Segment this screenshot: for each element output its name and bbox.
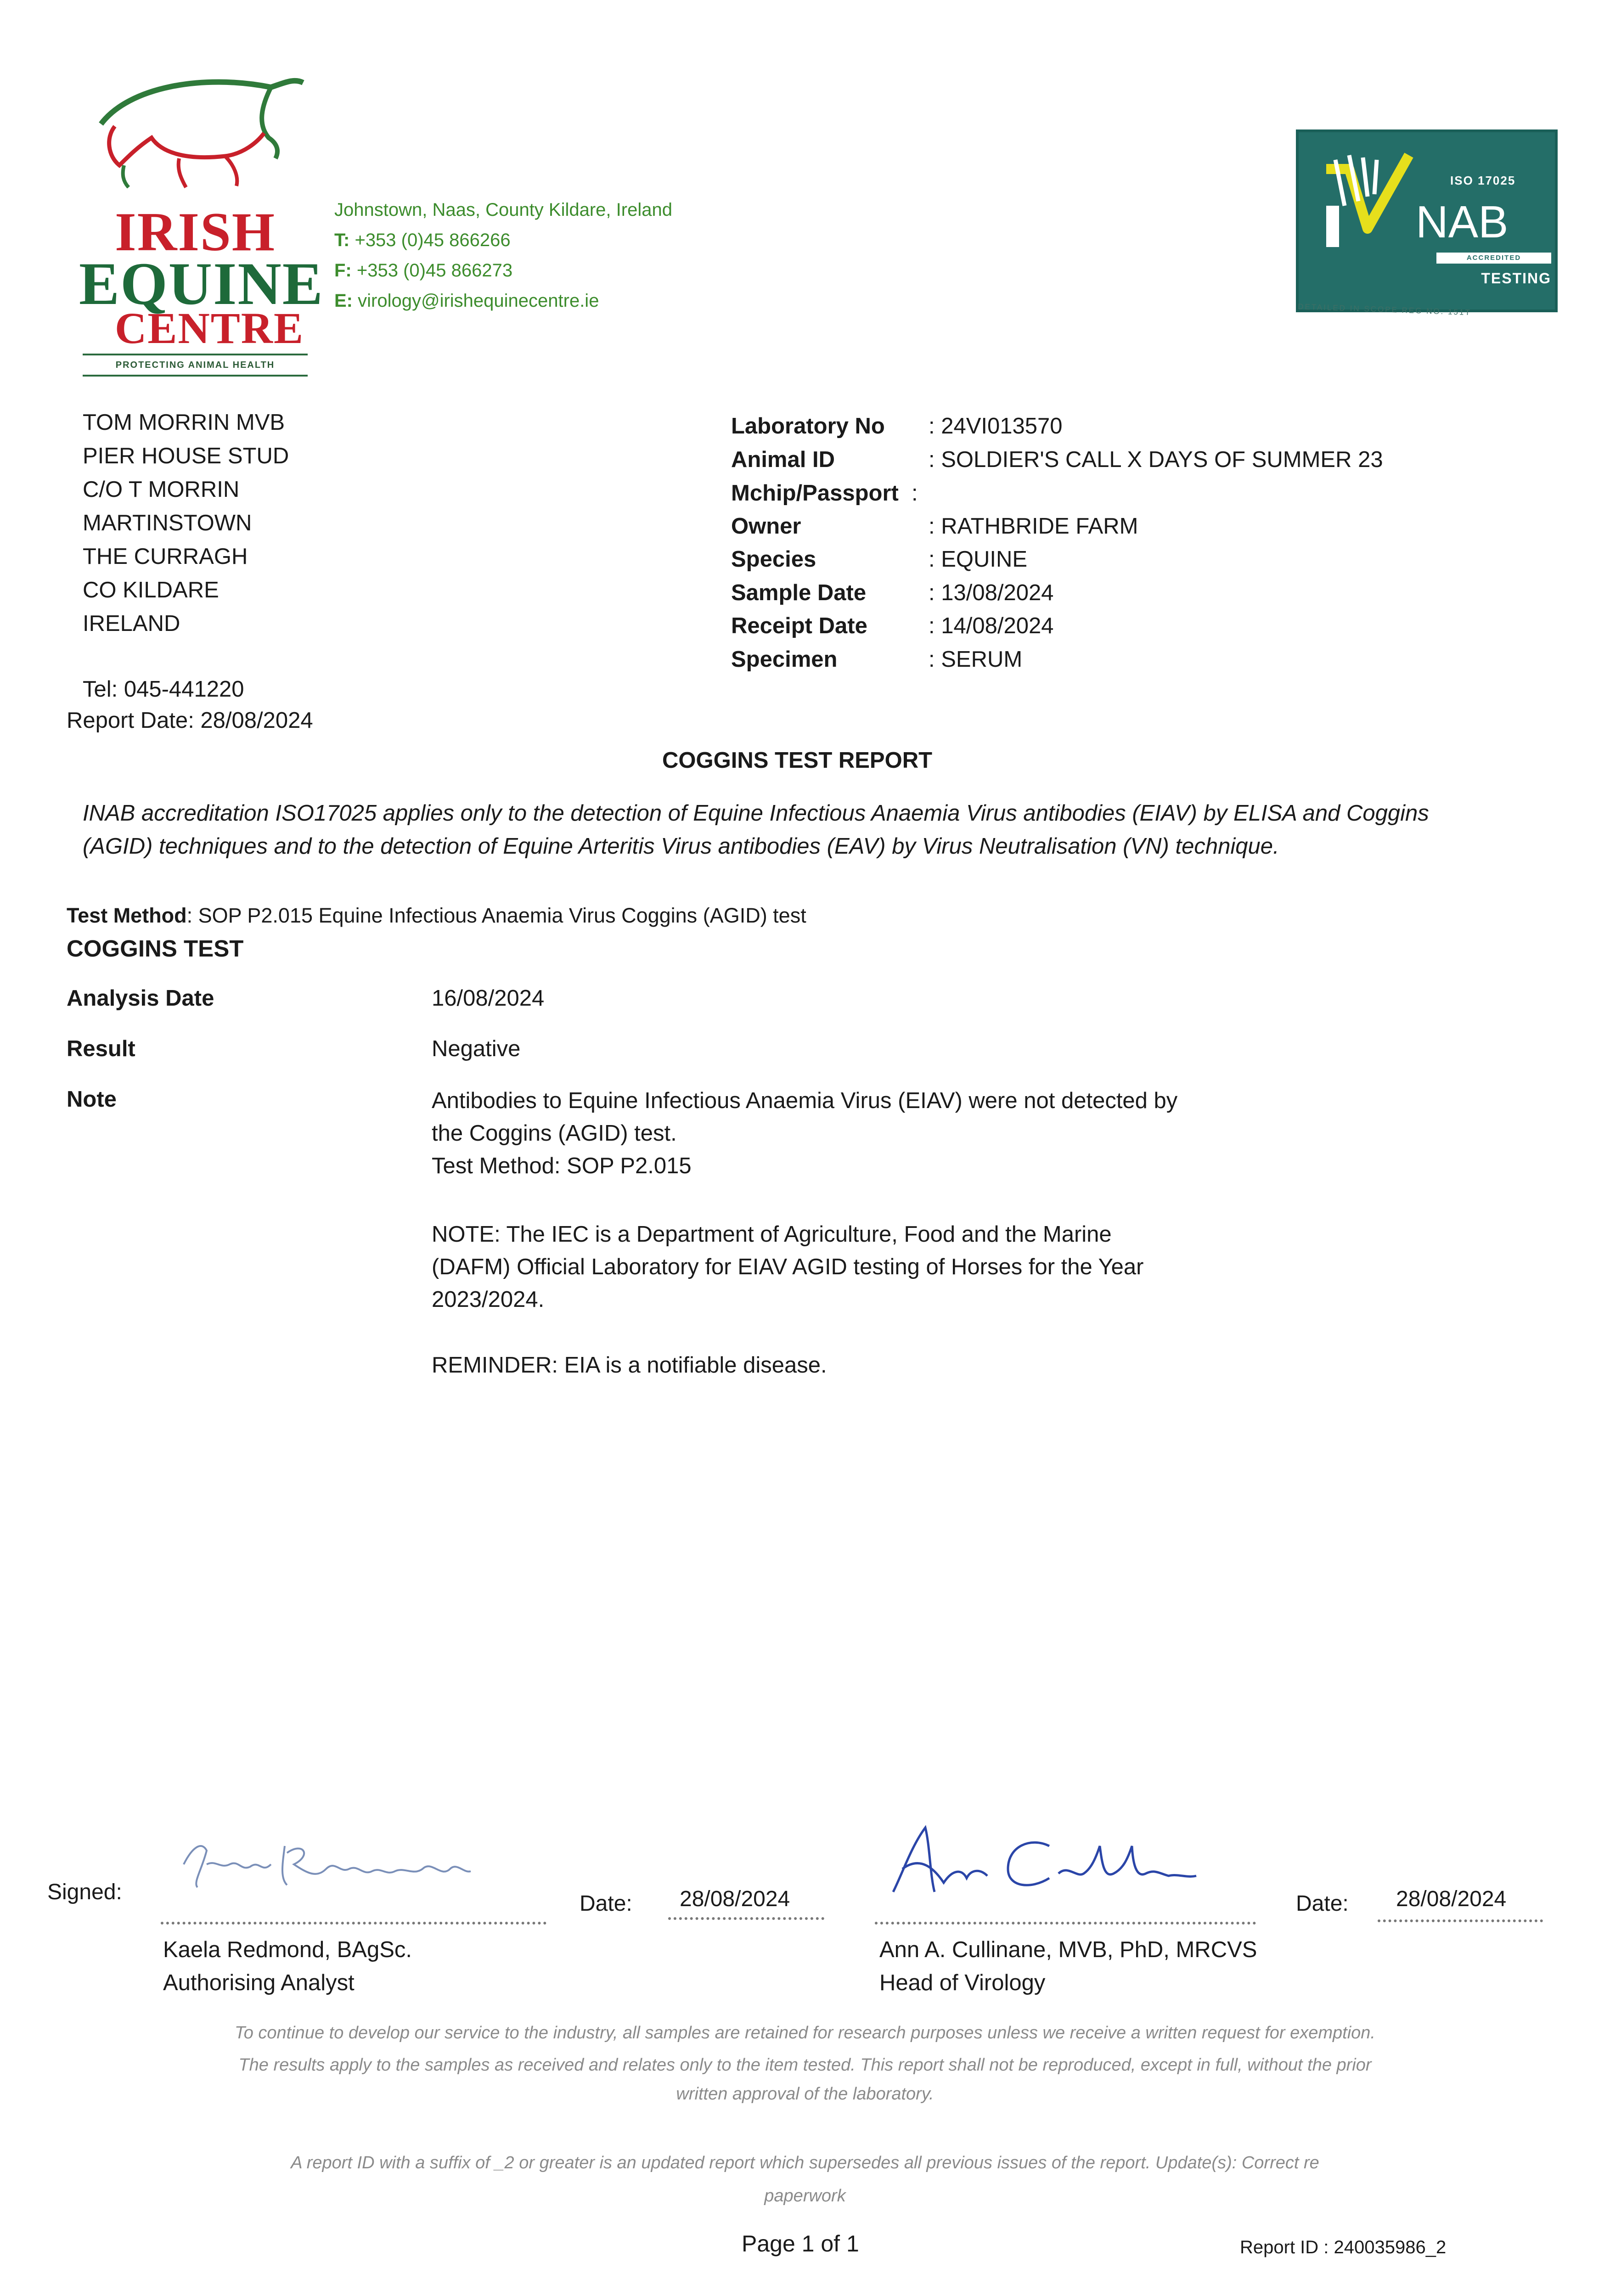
accreditation-statement: INAB accreditation ISO17025 applies only to the detection of Equine Infectious Anaemia Virus antibodies (EIAV) by ELISA and Coggins (AGID) techniques and to the detection of Equine Arteritis Virus antibodies (EAV) by Virus Neutralisation (VN) technique.: [83, 801, 1429, 859]
date-value-right: 28/08/2024: [1396, 1887, 1507, 1911]
footer-results-note: The results apply to the samples as received and relates only to the item tested. This report shall not be reproduced, except in full, without the prior: [238, 2055, 1372, 2075]
inab-testing: TESTING: [1481, 270, 1551, 287]
lab-info-value: : 13/08/2024: [929, 580, 1054, 605]
inab-accredited: ACCREDITED: [1436, 253, 1551, 264]
report-title: COGGINS TEST REPORT: [662, 748, 933, 773]
footer-retention-note: To continue to develop our service to the industry, all samples are retained for research purposes unless we receive a written request for exemption.: [235, 2023, 1375, 2043]
logo-text-centre: CENTRE: [115, 304, 304, 353]
lab-info-label: Sample Date: [731, 580, 867, 605]
date-label-left: Date:: [580, 1891, 632, 1916]
lab-info-value: : SERUM: [929, 647, 1023, 672]
date-line-right: [1378, 1919, 1543, 1922]
signatory-right-name: Ann A. Cullinane, MVB, PhD, MRCVS: [879, 1937, 1257, 1962]
logo-text-irish: IRISH: [115, 201, 276, 262]
phone-prefix: T:: [334, 230, 350, 250]
report-id: Report ID : 240035986_2: [1240, 2237, 1447, 2257]
address-line: PIER HOUSE STUD: [83, 444, 289, 468]
note-label: Note: [67, 1087, 117, 1112]
test-method-label: Test Method: [67, 904, 187, 927]
result-label: Result: [67, 1036, 135, 1061]
note-line: Antibodies to Equine Infectious Anaemia Virus (EIAV) were not detected by: [432, 1088, 1178, 1113]
lab-info-value: : RATHBRIDE FARM: [929, 514, 1138, 539]
logo-text-equine: EQUINE: [79, 250, 324, 317]
dafm-note-line: NOTE: The IEC is a Department of Agriculture, Food and the Marine: [432, 1222, 1112, 1247]
address-line: TOM MORRIN MVB: [83, 410, 285, 435]
recipient-address: [83, 406, 289, 641]
report-date: Report Date: 28/08/2024: [67, 708, 313, 733]
date-label-right: Date:: [1296, 1891, 1349, 1916]
lab-info-value: : EQUINE: [929, 547, 1028, 572]
lab-info-value: :: [912, 481, 918, 506]
signatory-left-role: Authorising Analyst: [163, 1970, 355, 1995]
footer-update-note-cont: paperwork: [764, 2186, 846, 2206]
lab-info-value: : SOLDIER'S CALL X DAYS OF SUMMER 23: [929, 447, 1383, 472]
recipient-tel: Tel: 045-441220: [83, 677, 244, 702]
lab-info-label: Receipt Date: [731, 613, 867, 638]
note-line: Test Method: SOP P2.015: [432, 1154, 692, 1178]
signature-line-right: [875, 1922, 1256, 1925]
signature-kaela-redmond: [175, 1832, 478, 1896]
signatory-right-role: Head of Virology: [879, 1970, 1046, 1995]
contact-email: virology@irishequinecentre.ie: [358, 291, 599, 311]
lab-info-label: Specimen: [731, 647, 838, 672]
signatory-left-name: Kaela Redmond, BAgSc.: [163, 1937, 412, 1962]
address-line: IRELAND: [83, 611, 180, 636]
fax-prefix: F:: [334, 260, 352, 281]
result-value: Negative: [432, 1036, 521, 1061]
note-line: the Coggins (AGID) test.: [432, 1121, 677, 1146]
inab-check-icon: [1317, 151, 1423, 252]
lab-info-label: Owner: [731, 514, 801, 539]
email-prefix: E:: [334, 291, 353, 311]
dafm-note-line: 2023/2024.: [432, 1287, 545, 1312]
horse-logo-icon: [87, 69, 308, 188]
contact-phone: +353 (0)45 866266: [355, 230, 511, 250]
date-line-left: [668, 1917, 824, 1920]
footer-results-note-cont: written approval of the laboratory.: [676, 2084, 934, 2104]
test-method-line: [67, 899, 806, 932]
coggins-heading: COGGINS TEST: [67, 935, 244, 962]
inab-name: NAB: [1416, 197, 1509, 247]
address-line: MARTINSTOWN: [83, 511, 252, 535]
contact-block: [334, 195, 672, 316]
address-line: THE CURRAGH: [83, 544, 248, 569]
dafm-note-line: (DAFM) Official Laboratory for EIAV AGID testing of Horses for the Year: [432, 1255, 1144, 1279]
address-line: CO KILDARE: [83, 578, 219, 602]
date-value-left: 28/08/2024: [680, 1887, 790, 1911]
lab-info-value: : 14/08/2024: [929, 613, 1054, 638]
contact-fax: +353 (0)45 866273: [356, 260, 513, 281]
inab-accreditation-badge: [1296, 129, 1558, 312]
signature-ann-cullinane: [875, 1818, 1205, 1910]
lab-info-label: Species: [731, 547, 816, 572]
footer-update-note: A report ID with a suffix of _2 or greater is an updated report which supersedes all previous issues of the report. Update(s): Correct re: [291, 2153, 1319, 2172]
analysis-date-label: Analysis Date: [67, 986, 214, 1011]
lab-info-value: : 24VI013570: [929, 414, 1063, 439]
page-number: Page 1 of 1: [742, 2231, 859, 2257]
lab-info-label: Mchip/Passport: [731, 481, 899, 506]
lab-info-label: Animal ID: [731, 447, 835, 472]
contact-address: Johnstown, Naas, County Kildare, Ireland: [334, 200, 672, 220]
signature-line-left: [161, 1922, 546, 1925]
signed-label: Signed:: [47, 1880, 122, 1904]
test-method-value: : SOP P2.015 Equine Infectious Anaemia Virus Coggins (AGID) test: [186, 904, 806, 927]
logo-tagline: PROTECTING ANIMAL HEALTH: [83, 354, 308, 377]
analysis-date-value: 16/08/2024: [432, 986, 545, 1011]
lab-info-label: Laboratory No: [731, 414, 885, 439]
inab-iso: ISO 17025: [1450, 174, 1516, 187]
reminder-text: REMINDER: EIA is a notifiable disease.: [432, 1353, 827, 1378]
address-line: C/O T MORRIN: [83, 477, 240, 502]
inab-scope-text: DETAILED IN SCOPE REG NO. 151T: [1297, 302, 1472, 317]
